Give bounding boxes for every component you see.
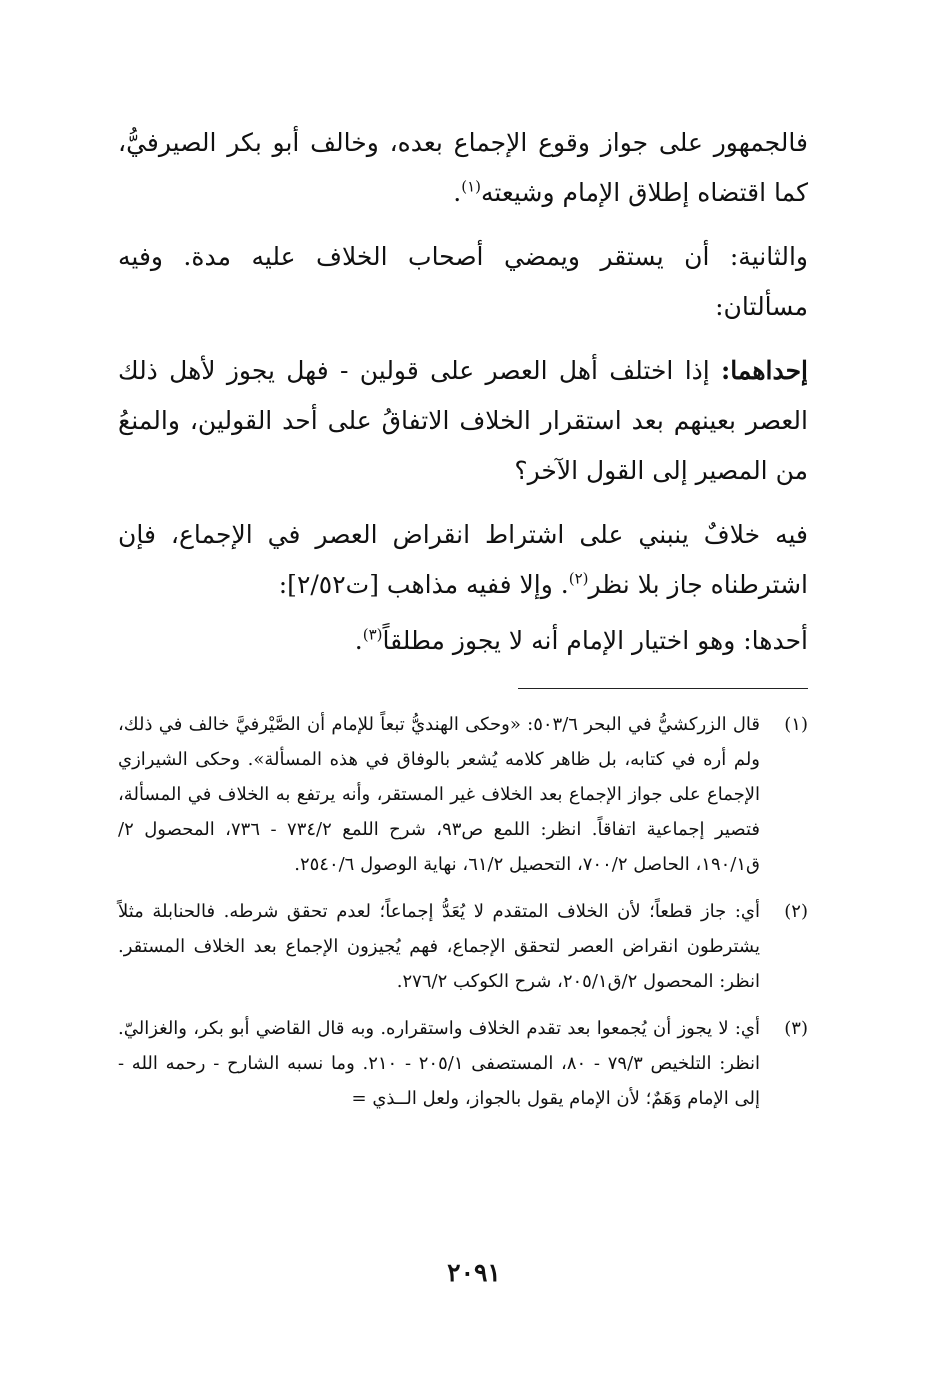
footnotes: [118, 707, 808, 1116]
footnote-2: [118, 894, 808, 999]
footnote-text-2: أي: جاز قطعاً؛ لأن الخلاف المتقدم لا يُعَدُّ إجماعاً؛ لعدم تحقق شرطه. فالحنابلة مثلاً يشترطون انقراض العصر لتحقق الإجماع، فهم يُجيزون الإجماع بعد الخلاف المستقر. انظر: المحصول ٢/ق٢٠٥/١، شرح الكوكب ٢٧٦/٢.: [118, 901, 760, 992]
paragraph-4-text: فيه خلافٌ ينبني على اشتراط انقراض العصر في الإجماع، فإن اشترطناه جاز بلا نظر: [118, 520, 808, 599]
paragraph-1: [118, 118, 808, 218]
paragraph-5-end: .: [354, 626, 363, 655]
footnote-text-1: قال الزركشيُّ في البحر ٥٠٣/٦: «وحكى الهنديُّ تبعاً للإمام أن الصَّيْرفيَّ خالف في ذلك، ولم أره في كتابه، بل ظاهر كلامه يُشعر بالوفاق في هذه المسألة». وحكى الشيرازي الإجماع على جواز الإجماع بعد الخلاف غير المستقر، وأنه يرتفع به الخلاف في المسألة، فتصير إجماعية اتفاقاً. انظر: اللمع ص٩٣، شرح اللمع ٧٣٤/٢ - ٧٣٦، المحصول ٢/ق١٩٠/١، الحاصل ٧٠٠/٢، التحصيل ٦١/٢، نهاية الوصول ٢٥٤٠/٦.: [118, 714, 760, 875]
footnote-1: [118, 707, 808, 882]
page: [118, 118, 808, 1128]
footnote-text-3: أي: لا يجوز أن يُجمعوا بعد تقدم الخلاف واستقراره. وبه قال القاضي أبو بكر، والغزاليّ. انظر: التلخيص ٧٩/٣ - ٨٠، المستصفى ٢٠٥/١ - ٢١٠. وما نسبه الشارح - رحمه الله - إلى الإمام وَهَمٌ؛ لأن الإمام يقول بالجواز، ولعل الــذي =: [118, 1018, 761, 1109]
footnote-number-2: (٢): [784, 901, 808, 922]
page-number: ٢٠٩١: [447, 1258, 501, 1287]
paragraph-3: [118, 346, 808, 496]
paragraph-1-text: فالجمهور على جواز وقوع الإجماع بعده، وخالف أبو بكر الصيرفيُّ، كما اقتضاه إطلاق الإمام وشيعته: [118, 128, 808, 207]
footnote-3: [118, 1011, 808, 1116]
footnote-ref-3[interactable]: (٣): [362, 625, 383, 644]
paragraph-3-text: إذا اختلف أهل العصر على قولين - فهل يجوز لأهل ذلك العصر بعينهم بعد استقرار الخلاف الاتفاقُ على أحد القولين، والمنعُ من المصير إلى القول الآخر؟: [118, 356, 808, 485]
paragraph-2-text: والثانية: أن يستقر ويمضي أصحاب الخلاف عليه مدة. وفيه مسألتان:: [118, 242, 808, 321]
paragraph-1-end: .: [453, 178, 462, 207]
footnote-separator: [518, 688, 808, 689]
paragraph-4: [118, 510, 808, 610]
footnote-ref-1[interactable]: (١): [461, 177, 481, 196]
footnote-number-3: (٣): [784, 1018, 808, 1039]
paragraph-5-text: أحدها: وهو اختيار الإمام أنه لا يجوز مطلقاً: [382, 626, 808, 655]
paragraph-5: [118, 616, 808, 666]
footnote-ref-2[interactable]: (٢): [568, 569, 589, 588]
paragraph-4-end: . وإلا ففيه مذاهب [ت٢/٥٢]:: [278, 570, 569, 599]
footnote-number-1: (١): [784, 714, 808, 735]
main-text: [118, 118, 808, 666]
paragraph-2: [118, 232, 808, 332]
paragraph-3-lead: إحداهما:: [721, 356, 808, 385]
